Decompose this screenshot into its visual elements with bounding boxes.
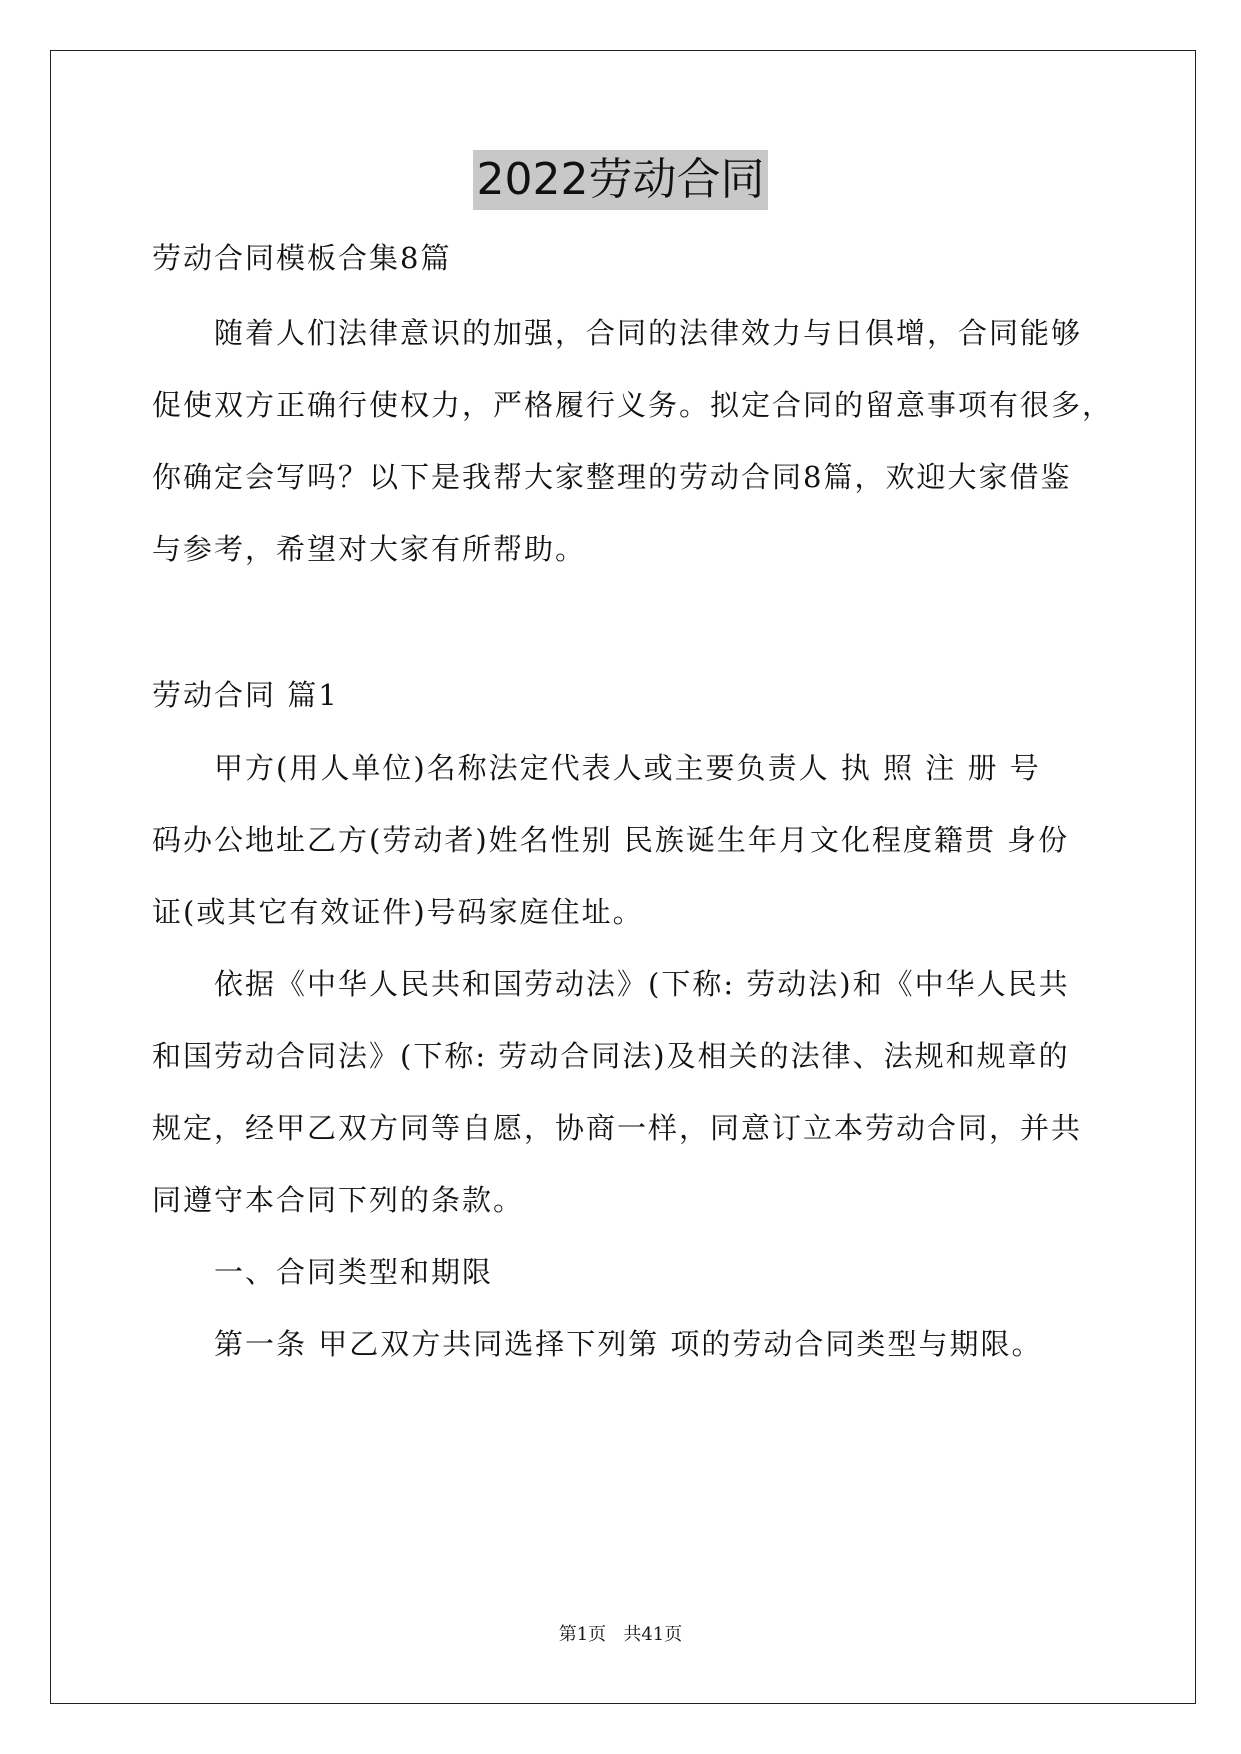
document-title: 2022劳动合同	[473, 150, 769, 210]
page-border	[50, 50, 1196, 1704]
subtitle-line: 劳动合同模板合集8篇	[152, 241, 452, 275]
basis-paragraph-line-3: 规定，经甲乙双方同等自愿，协商一样，同意订立本劳动合同，并共	[152, 1111, 1083, 1145]
basis-paragraph-line-4: 同遵守本合同下列的条款。	[152, 1183, 525, 1217]
intro-paragraph-line-1: 随着人们法律意识的加强，合同的法律效力与日俱增，合同能够	[214, 316, 1083, 350]
intro-paragraph-line-3: 你确定会写吗？以下是我帮大家整理的劳动合同8篇，欢迎大家借鉴	[152, 460, 1072, 494]
party-paragraph-line-1: 甲方(用人单位)名称法定代表人或主要负责人 执 照 注 册 号	[214, 751, 1041, 785]
intro-paragraph-line-4: 与参考，希望对大家有所帮助。	[152, 532, 587, 566]
party-paragraph-line-3: 证(或其它有效证件)号码家庭住址。	[152, 895, 644, 929]
basis-paragraph-line-1: 依据《中华人民共和国劳动法》(下称: 劳动法)和《中华人民共	[214, 967, 1070, 1001]
article-one-line: 第一条 甲乙双方共同选择下列第 项的劳动合同类型与期限。	[214, 1327, 1043, 1361]
page-footer: 第1页 共41页	[558, 1624, 683, 1645]
title-container	[0, 150, 1241, 210]
section-heading: 劳动合同 篇1	[152, 678, 339, 712]
intro-paragraph-line-2: 促使双方正确行使权力，严格履行义务。拟定合同的留意事项有很多，	[152, 388, 1114, 422]
basis-paragraph-line-2: 和国劳动合同法》(下称: 劳动合同法)及相关的法律、法规和规章的	[152, 1039, 1070, 1073]
party-paragraph-line-2: 码办公地址乙方(劳动者)姓名性别 民族诞生年月文化程度籍贯 身份	[152, 823, 1070, 857]
clause-heading: 一、合同类型和期限	[214, 1255, 494, 1289]
